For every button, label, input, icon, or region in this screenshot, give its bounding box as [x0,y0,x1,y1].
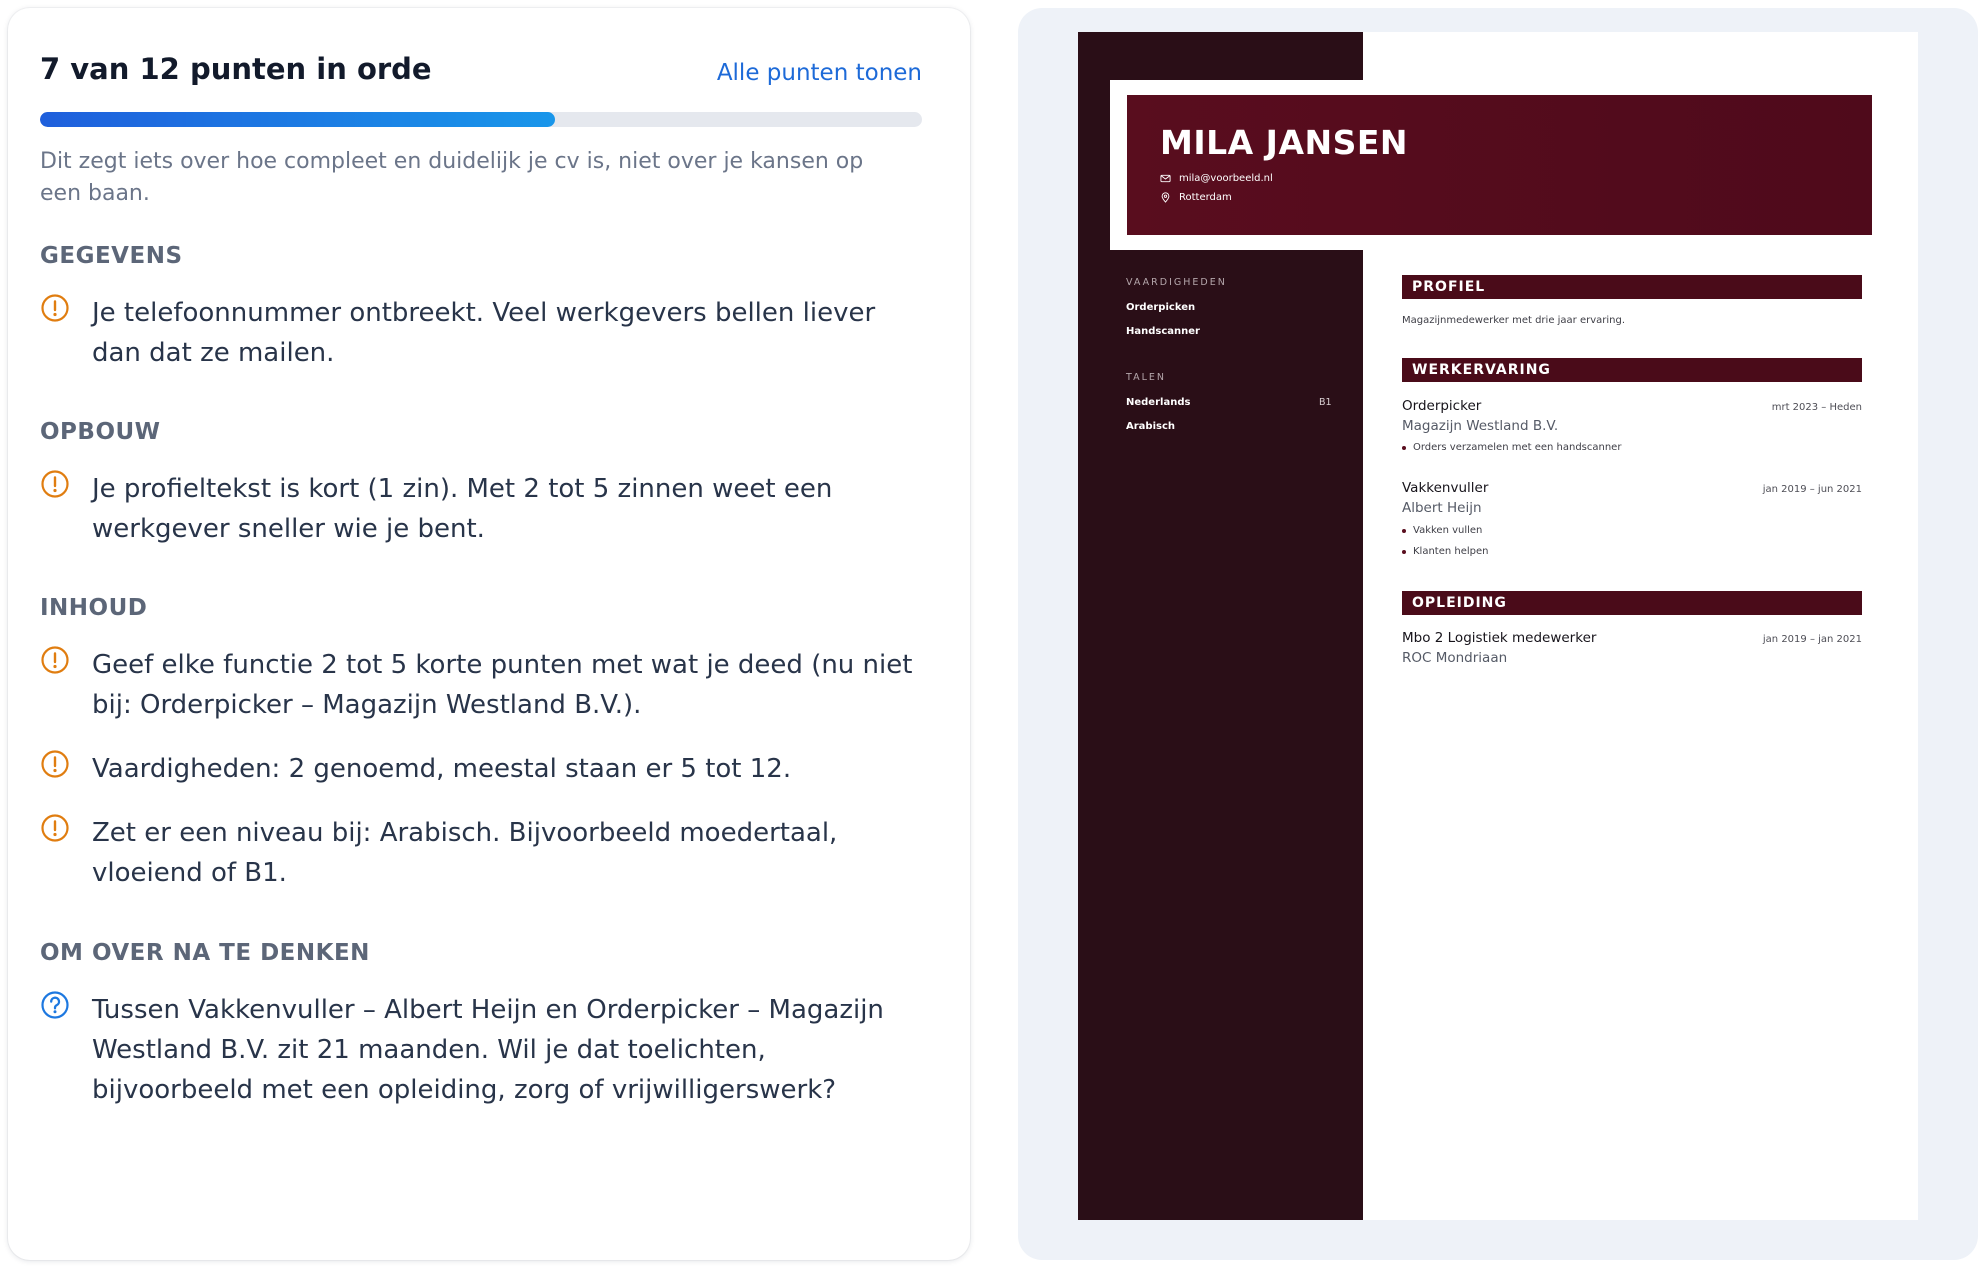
warning-icon [40,293,70,323]
cv-email: mila@voorbeeld.nl [1179,173,1273,184]
cv-job-bullet-text: Vakken vullen [1413,525,1483,536]
cv-location-row [1160,192,1232,203]
cv-skill-item: Handscanner [1126,326,1200,337]
section-heading-nadenken: OM OVER NA TE DENKEN [40,940,370,966]
warning-icon [40,813,70,843]
bullet-dot-icon [1402,550,1406,554]
question-icon [40,990,70,1020]
cv-city: Rotterdam [1179,192,1232,203]
cv-section-band-profiel [1402,275,1862,299]
cv-section-heading: OPLEIDING [1412,595,1507,611]
cv-page [1078,32,1918,1220]
warning-icon [40,645,70,675]
score-progress-bar [40,112,922,127]
cv-job-bullet [1402,525,1482,536]
cv-email-row [1160,173,1273,184]
cv-job-bullet-text: Orders verzamelen met een handscanner [1413,442,1622,453]
bullet-dot-icon [1402,446,1406,450]
cv-job-dates: jan 2019 – jun 2021 [1762,484,1862,495]
cv-job-employer: Magazijn Westland B.V. [1402,418,1559,434]
cv-job-title: Orderpicker [1402,398,1482,414]
cv-education-dates: jan 2019 – jan 2021 [1762,634,1862,645]
issue-text: Tussen Vakkenvuller – Albert Heijn en Orderpicker – Magazijn Westland B.V. zit 21 maanden. Wil je dat toelichten, bijvoorbeeld met een opleiding, zorg of vrijwilligerswerk? [92,995,884,1105]
cv-header [1110,80,1896,250]
section-heading-gegevens: GEGEVENS [40,243,183,269]
cv-language-item: Nederlands [1126,397,1191,408]
checklist-header [40,44,922,92]
cv-section-band-werkervaring [1402,358,1862,382]
section-heading-inhoud: INHOUD [40,595,148,621]
cv-education-title: Mbo 2 Logistiek medewerker [1402,630,1597,646]
cv-education-school: ROC Mondriaan [1402,650,1508,666]
cv-name: MILA JANSEN [1160,123,1409,162]
cv-section-heading: WERKERVARING [1412,362,1551,378]
cv-job-bullet-text: Klanten helpen [1413,546,1489,557]
cv-header-band [1127,95,1872,235]
mail-icon [1160,173,1171,184]
score-title: 7 van 12 punten in orde [40,52,432,86]
issue-text: Vaardigheden: 2 genoemd, meestal staan er 5 tot 12. [92,754,792,784]
warning-icon [40,469,70,499]
cv-job-bullet [1402,442,1621,453]
issue-text: Je telefoonnummer ontbreekt. Veel werkgevers bellen liever dan dat ze mailen. [92,298,876,368]
cv-section-band-opleiding [1402,591,1862,615]
issue-text: Geef elke functie 2 tot 5 korte punten met wat je deed (nu niet bij: Orderpicker – Magazijn Westland B.V.). [92,650,913,720]
cv-language-level: B1 [1319,397,1332,408]
show-all-points-link[interactable]: Alle punten tonen [716,60,922,86]
warning-icon [40,749,70,779]
cv-language-item: Arabisch [1126,421,1176,432]
issue-text: Zet er een niveau bij: Arabisch. Bijvoorbeeld moedertaal, vloeiend of B1. [92,818,838,888]
bullet-dot-icon [1402,529,1406,533]
cv-section-heading: PROFIEL [1412,279,1486,295]
score-progress-fill [40,112,555,127]
cv-job-dates: mrt 2023 – Heden [1771,402,1862,413]
cv-languages-heading: TALEN [1126,372,1166,383]
issue-text: Je profieltekst is kort (1 zin). Met 2 tot 5 zinnen weet een werkgever sneller wie je bent. [92,474,833,544]
cv-skill-item: Orderpicken [1126,302,1196,313]
location-pin-icon [1160,192,1171,203]
score-disclaimer: Dit zegt iets over hoe compleet en duidelijk je cv is, niet over je kansen op een baan. [40,149,864,206]
cv-job-bullet [1402,546,1489,557]
cv-skills-heading: VAARDIGHEDEN [1126,277,1227,288]
section-heading-opbouw: OPBOUW [40,419,161,445]
cv-job-title: Vakkenvuller [1402,480,1489,496]
cv-profile-text: Magazijnmedewerker met drie jaar ervaring. [1402,315,1626,326]
cv-job-employer: Albert Heijn [1402,500,1482,516]
